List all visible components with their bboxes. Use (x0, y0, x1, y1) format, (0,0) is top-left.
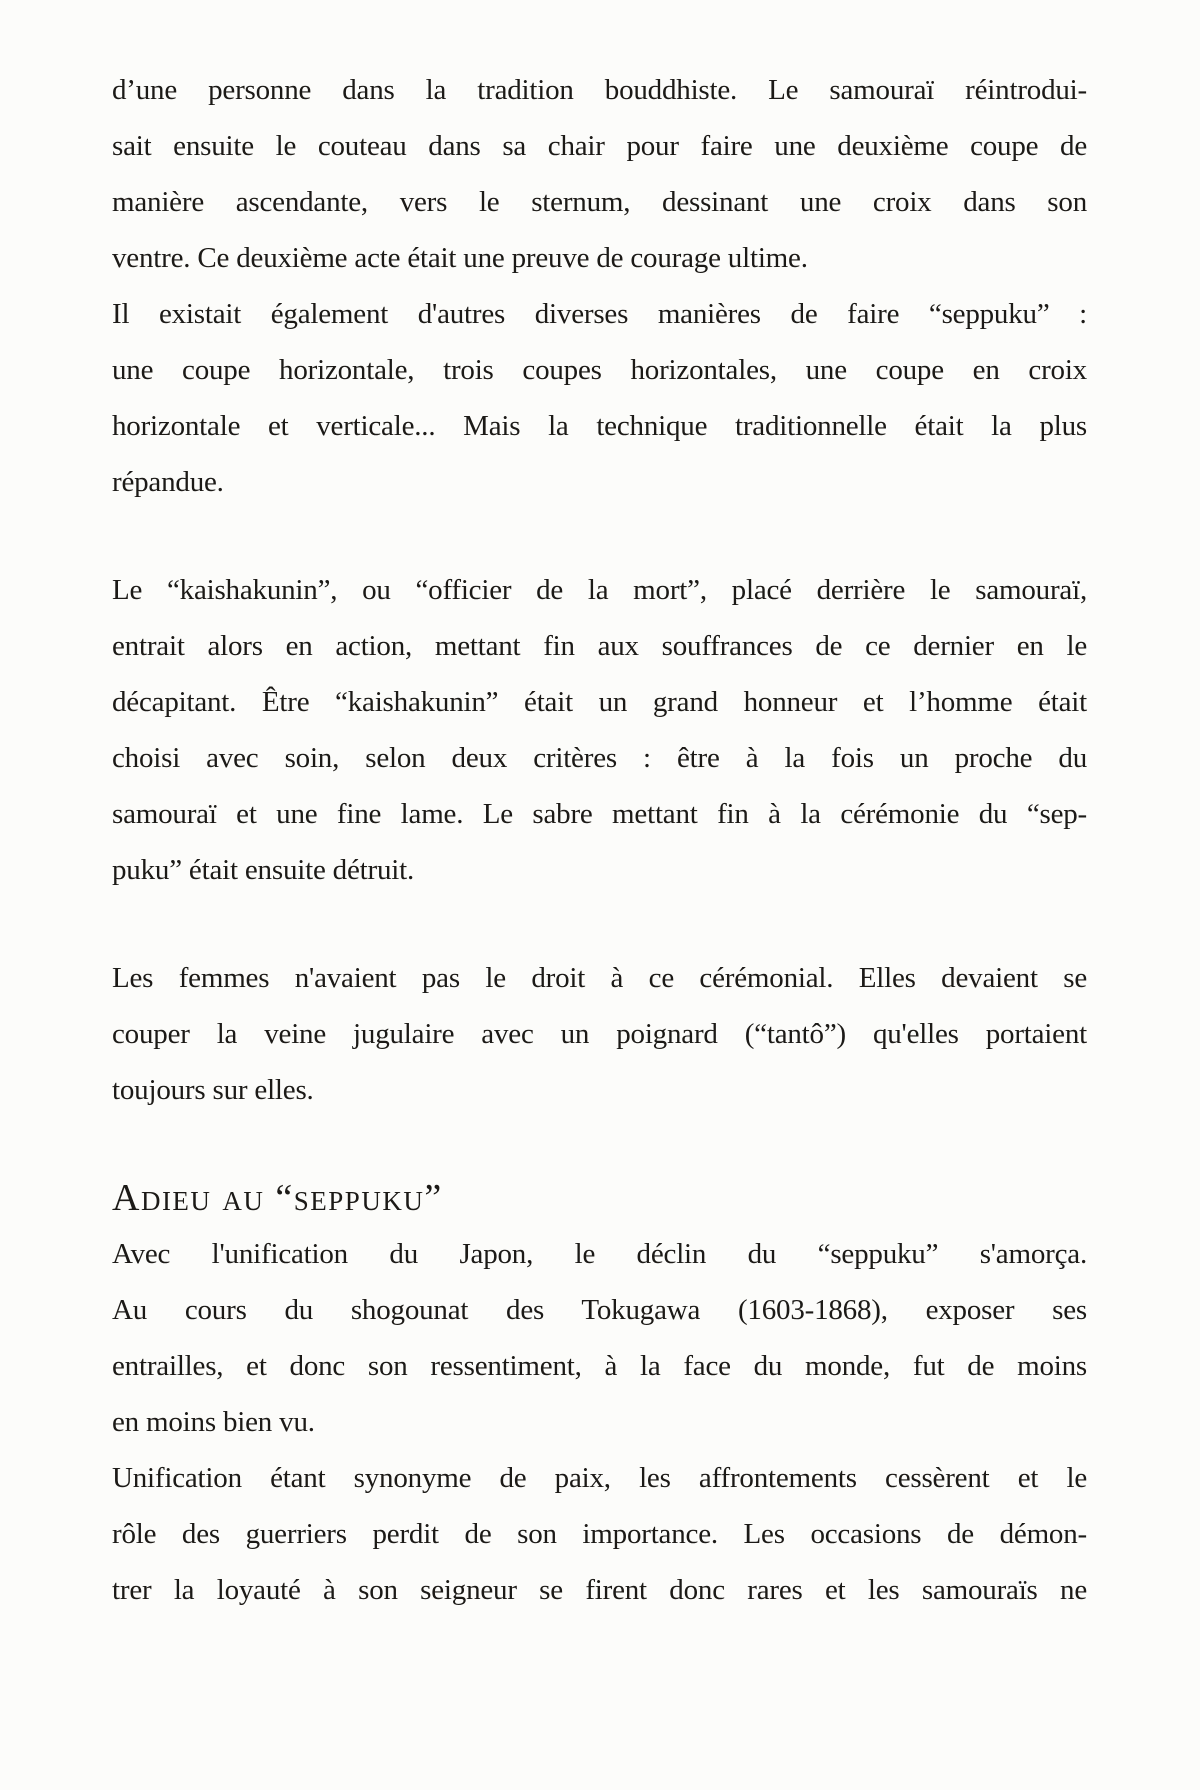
text-line: en moins bien vu. (112, 1406, 315, 1438)
text-line: manière ascendante, vers le sternum, dessinant une croix dans son (112, 186, 1087, 218)
text-line: Au cours du shogounat des Tokugawa (1603-1868), exposer ses (112, 1294, 1087, 1326)
text-line: décapitant. Être “kaishakunin” était un grand honneur et l’homme était (112, 686, 1087, 718)
text-line: toujours sur elles. (112, 1074, 314, 1106)
text-column (112, 62, 1087, 1618)
text-line: ventre. Ce deuxième acte était une preuve de courage ultime. (112, 242, 808, 274)
text-line: d’une personne dans la tradition bouddhiste. Le samouraï réintrodui- (112, 74, 1087, 106)
text-line: Le “kaishakunin”, ou “officier de la mort”, placé derrière le samouraï, (112, 574, 1087, 606)
text-line: entrait alors en action, mettant fin aux souffrances de ce dernier en le (112, 630, 1087, 662)
text-line: couper la veine jugulaire avec un poignard (“tantô”) qu'elles portaient (112, 1018, 1087, 1050)
text-line: une coupe horizontale, trois coupes horizontales, une coupe en croix (112, 354, 1087, 386)
text-line: Unification étant synonyme de paix, les affrontements cessèrent et le (112, 1462, 1087, 1494)
text-line: rôle des guerriers perdit de son importance. Les occasions de démon- (112, 1518, 1087, 1550)
section-heading: Adieu au “seppuku” (112, 1177, 443, 1219)
text-line: trer la loyauté à son seigneur se firent donc rares et les samouraïs ne (112, 1574, 1087, 1606)
text-line: puku” était ensuite détruit. (112, 854, 415, 886)
text-line: Les femmes n'avaient pas le droit à ce cérémonial. Elles devaient se (112, 962, 1087, 994)
text-line: Il existait également d'autres diverses manières de faire “seppuku” : (112, 298, 1087, 330)
paragraph-gap (112, 1118, 1087, 1170)
text-line: samouraï et une fine lame. Le sabre mettant fin à la cérémonie du “sep- (112, 798, 1087, 830)
text-line: répandue. (112, 466, 224, 498)
paragraph-gap (112, 510, 1087, 562)
text-line: entrailles, et donc son ressentiment, à la face du monde, fut de moins (112, 1350, 1087, 1382)
paragraph-gap (112, 898, 1087, 950)
text-line: horizontale et verticale... Mais la technique traditionnelle était la plus (112, 410, 1087, 442)
text-line: choisi avec soin, selon deux critères : être à la fois un proche du (112, 742, 1087, 774)
text-line: Avec l'unification du Japon, le déclin du “seppuku” s'amorça. (112, 1238, 1087, 1270)
text-line: sait ensuite le couteau dans sa chair pour faire une deuxième coupe de (112, 130, 1087, 162)
